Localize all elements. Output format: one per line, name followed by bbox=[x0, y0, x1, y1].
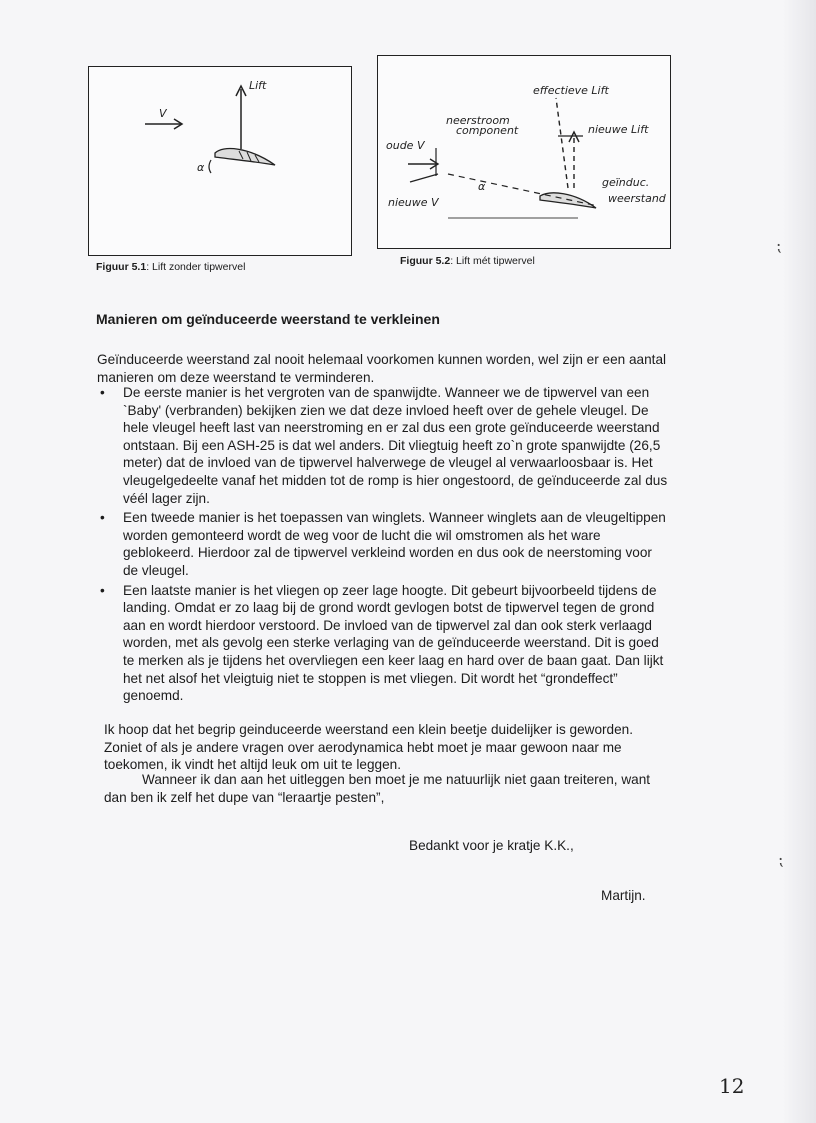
page-edge-shadow bbox=[782, 0, 816, 1123]
signature: Martijn. bbox=[601, 888, 646, 903]
figure-lift-with-tip-vortex bbox=[377, 55, 671, 249]
figure-2-caption-label: Figuur 5.2 bbox=[400, 255, 451, 267]
bullet-symbol: • bbox=[100, 385, 105, 400]
intro-paragraph: Geïnduceerde weerstand zal nooit helemaal voorkomen kunnen worden, wel zijn er een aantal manieren om deze weerstand te verminderen. bbox=[97, 352, 667, 385]
section-heading: Manieren om geïnduceerde weerstand te verkleinen bbox=[96, 311, 440, 327]
figure-1-caption-label: Figuur 5.1 bbox=[96, 261, 147, 273]
alpha-label: α bbox=[197, 161, 205, 174]
closing-paragraph-2-text: Wanneer ik dan aan het uitleggen ben moet je me natuurlijk niet gaan treiteren, want dan ben ik zelf het dupe van “leraartje pesten”, bbox=[104, 772, 651, 805]
list-item-text: Een laatste manier is het vliegen op zeer lage hoogte. Dit gebeurt bijvoorbeeld tijdens de landing. Omdat er zo laag bij de grond wordt gevlogen botst de tipwervel tegen de grond aan en wordt hierdoor verstoord. De invloed van de tipwervel zal dan ook sterk verlaagd worden, met als gevolg een sterke verlaging van de geïnduceerde weerstand. Dit is goed te merken als je tijdens het overvliegen een keer laag en hard over de baan gaat. Dan lijkt het net alsof het vleigtuig niet te stoppen is met vliegen. Dit wordt het “grondeffect” genoemd. bbox=[123, 582, 664, 704]
effective-lift-arrow bbox=[556, 98, 568, 188]
figure-lift-without-tip-vortex bbox=[88, 66, 352, 256]
closing-paragraph-2 bbox=[104, 771, 664, 806]
new-v-label: nieuwe V bbox=[388, 196, 439, 209]
list-item-text: De eerste manier is het vergroten van de spanwijdte. Wanneer we de tipwervel van een `Baby' (verbranden) bekijken zien we dat deze invloed heeft over de gehele vleugel. De hele vleugel heeft last van neerstroming en er zal dus een grote geïnduceerde weerstand ontstaan. Bij een ASH-25 is dat wel anders. Dit vliegtuig heeft zo`n grote spanwijdte (26,5 meter) dat de invloed van de tipwervel halverwege de vleugel al verwaarloosbaar is. Het vleugelgedeelte vanaf het midden tot de romp is hier ongestoord, de geïnduceerde zal dus véél lager zijn. bbox=[123, 385, 668, 506]
list-item bbox=[98, 509, 668, 579]
figure-2-caption bbox=[400, 255, 535, 267]
methods-list bbox=[98, 384, 668, 707]
alpha-arc bbox=[209, 160, 211, 173]
margin-mark: ⁏ bbox=[776, 236, 782, 255]
list-item bbox=[98, 384, 668, 507]
figure-2-caption-text: : Lift mét tipwervel bbox=[450, 255, 535, 267]
airfoil-shape bbox=[215, 149, 275, 165]
figure-2-drawing bbox=[378, 56, 670, 248]
bullet-symbol: • bbox=[100, 582, 105, 598]
old-v-label: oude V bbox=[386, 139, 425, 152]
downwash-label: neerstroom bbox=[446, 114, 510, 127]
induced-drag-label-2: weerstand bbox=[608, 192, 666, 205]
induced-drag-label: geïnduc. bbox=[602, 176, 650, 189]
downwash-component-label: component bbox=[456, 124, 519, 137]
page-number: 12 bbox=[719, 1074, 745, 1098]
new-lift-label: nieuwe Lift bbox=[588, 123, 649, 136]
closing-paragraph: Ik hoop dat het begrip geinduceerde weerstand een klein beetje duidelijker is geworden. Zoniet of als je andere vragen over aerodynamica hebt moet je maar gewoon naar me toekomen, ik vindt het altijd leuk om uit te leggen. bbox=[104, 722, 634, 773]
figure-1-caption-text: : Lift zonder tipwervel bbox=[146, 261, 246, 273]
list-item bbox=[98, 582, 668, 705]
figure-1-caption bbox=[96, 261, 245, 273]
thanks-line: Bedankt voor je kratje K.K., bbox=[409, 838, 574, 853]
list-item-text: Een tweede manier is het toepassen van winglets. Wanneer winglets aan de vleugeltippen worden gemonteerd wordt de weg voor de lucht die wil omstromen als het ware geblokeerd. Hierdoor zal de tipwervel verkleind worden en dus ook de neerstoming voor de vleugel. bbox=[123, 510, 666, 578]
new-v-arrow bbox=[410, 174, 438, 182]
figure-1-drawing bbox=[89, 67, 351, 255]
bullet-symbol: • bbox=[100, 510, 105, 526]
margin-mark: ⁏ bbox=[778, 850, 784, 869]
lift-label: Lift bbox=[249, 79, 267, 92]
effective-lift-label: effectieve Lift bbox=[533, 84, 609, 97]
velocity-label: V bbox=[159, 107, 167, 120]
alpha-label: α bbox=[478, 180, 486, 193]
